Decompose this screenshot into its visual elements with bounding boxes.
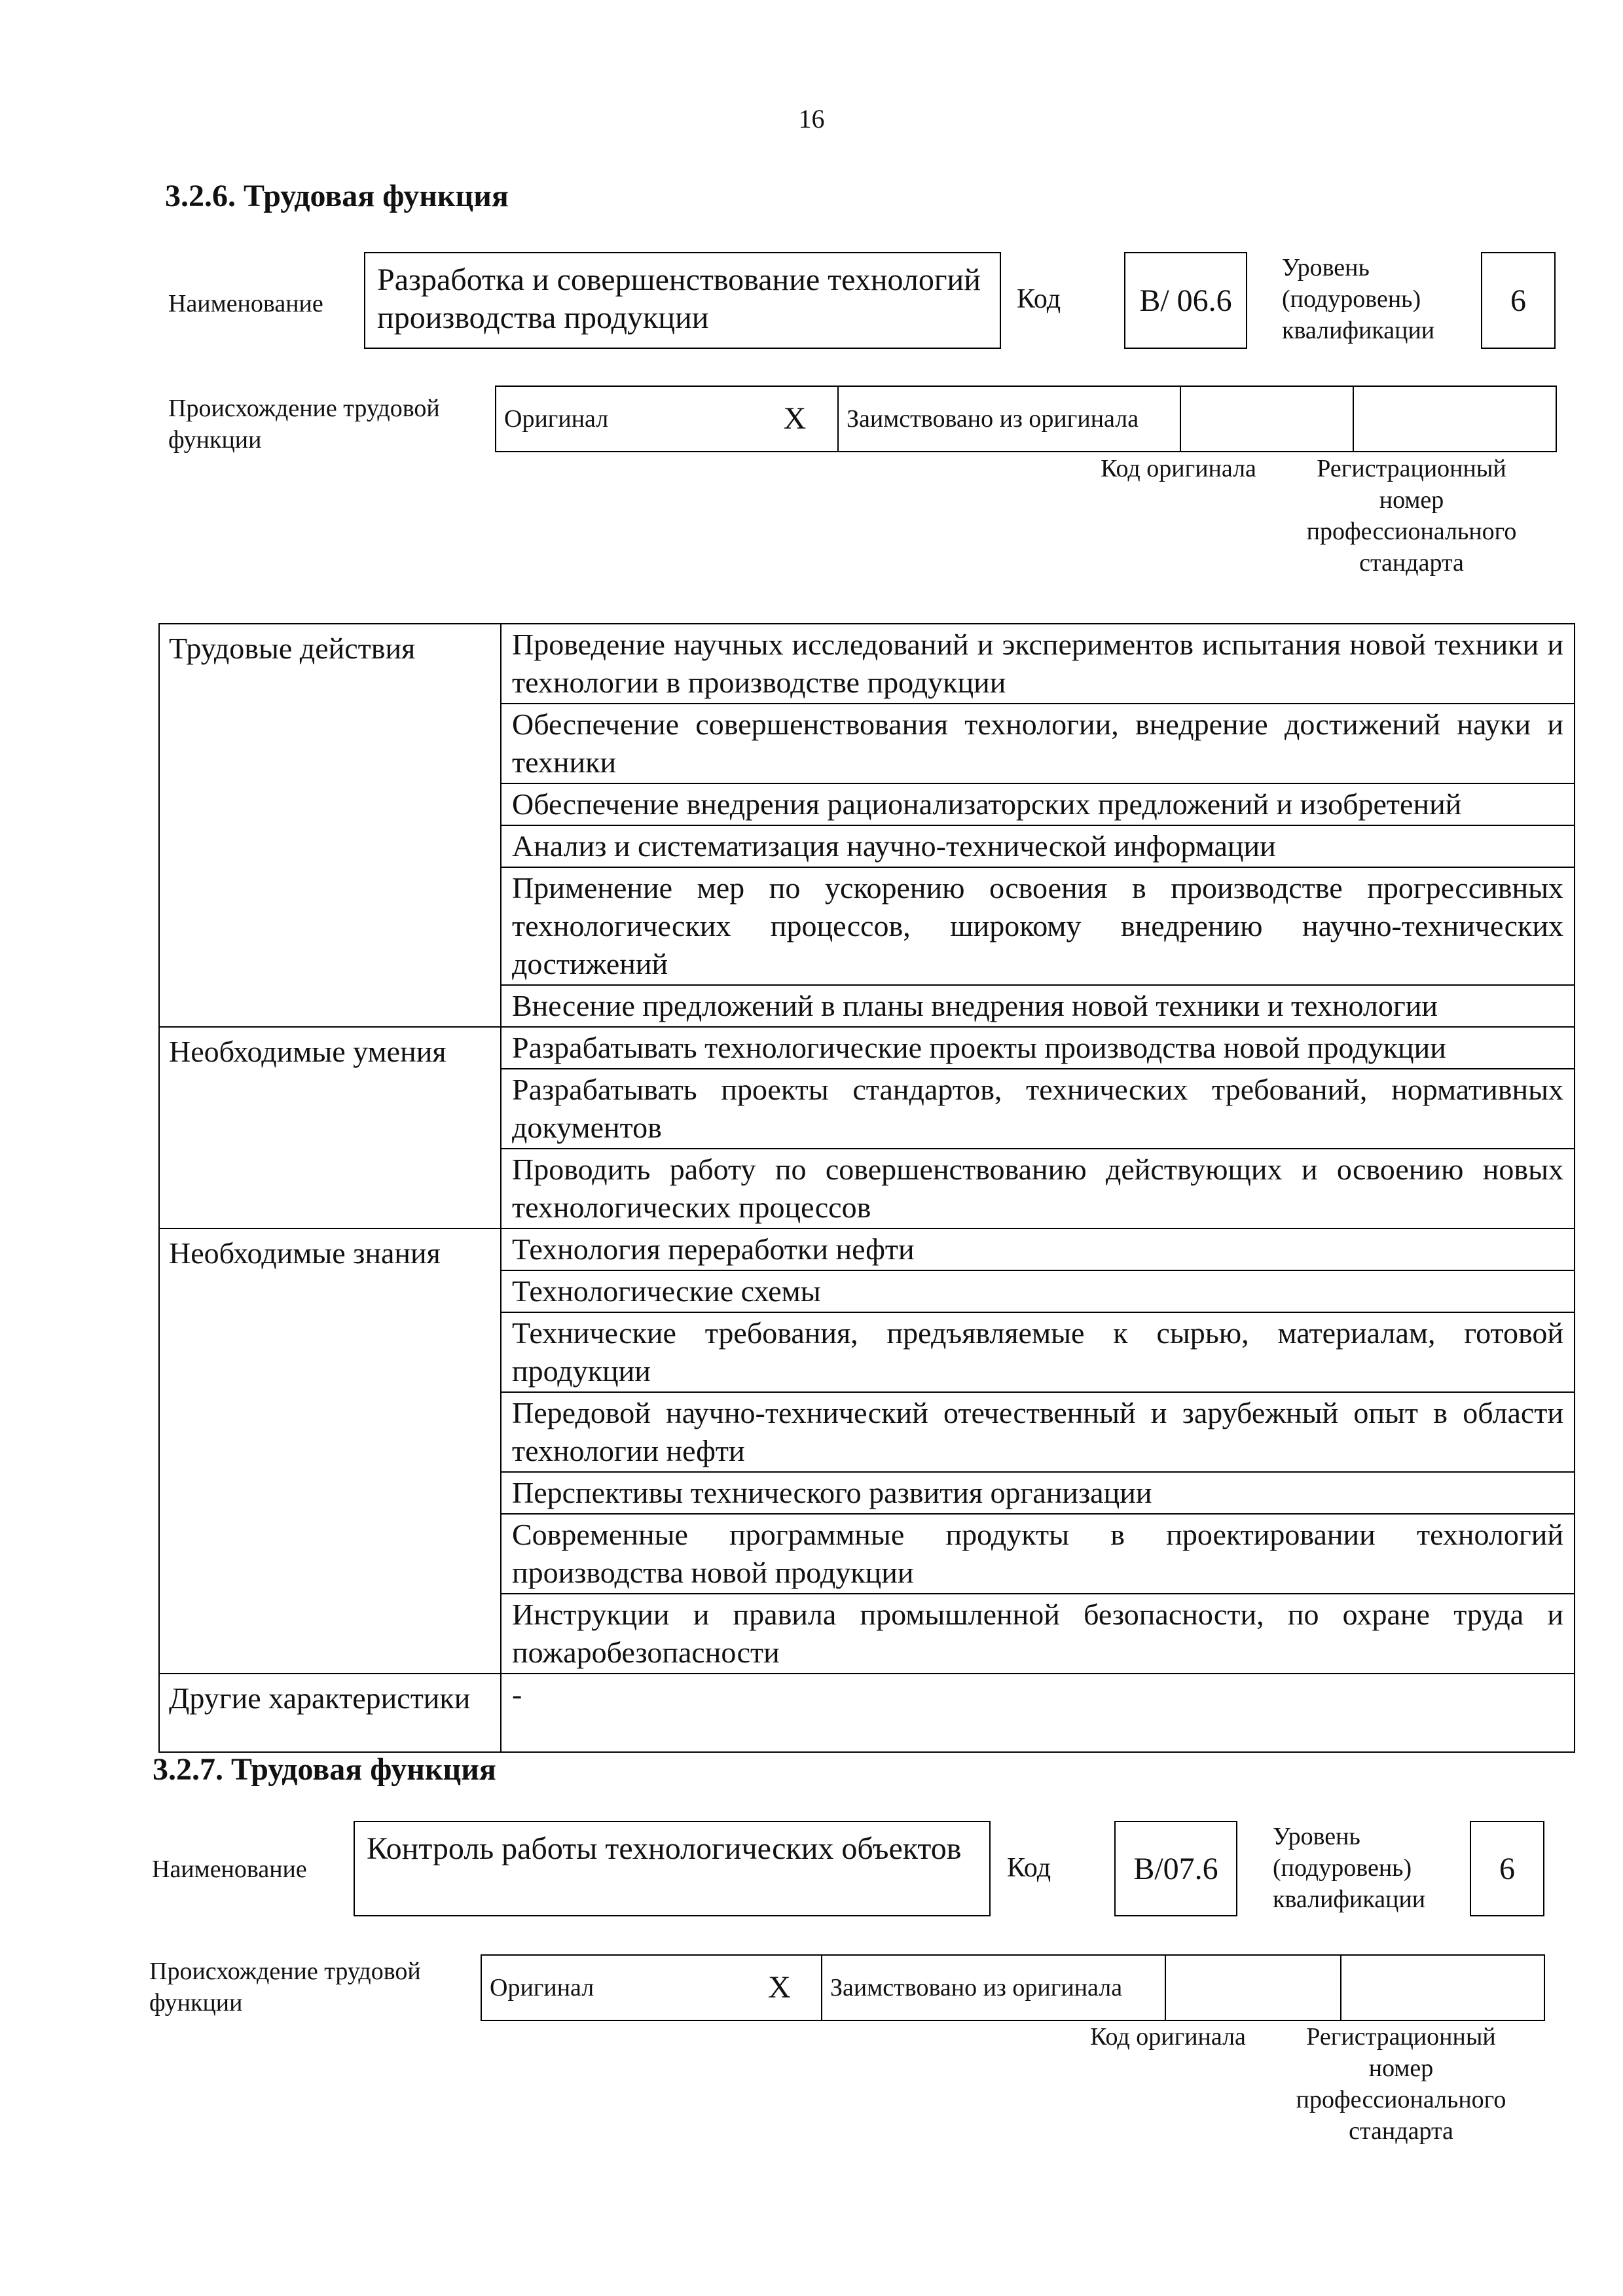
section-title-326: 3.2.6. Трудовая функция [165, 179, 509, 213]
function-name-box: Разработка и совершенствование технологий производства продукции [364, 252, 1001, 349]
page-number: 16 [798, 104, 825, 134]
original-code-cell [1180, 386, 1353, 452]
level-value-box-2: 6 [1470, 1821, 1544, 1916]
code-label-2: Код [1007, 1853, 1051, 1883]
actions-label: Трудовые действия [159, 624, 501, 1027]
action-item: Обеспечение совершенствования технологии, внедрение достижений науки и техники [501, 704, 1575, 783]
reg-number-cell [1353, 386, 1556, 452]
knowledge-item: Технологические схемы [501, 1270, 1575, 1312]
skill-item: Разрабатывать проекты стандартов, технических требований, нормативных документов [501, 1069, 1575, 1149]
table-row [159, 1229, 1575, 1270]
function-details-table [158, 623, 1575, 1753]
reg-number-caption-2: Регистрационный номер профессионального стандарта [1296, 2023, 1506, 2145]
table-row [159, 1674, 1575, 1752]
origin-label-2: Происхождение трудовой функции [149, 1958, 421, 2017]
knowledge-item: Инструкции и правила промышленной безопасности, по охране труда и пожаробезопасности [501, 1594, 1575, 1674]
borrowed-label-2: Заимствовано из оригинала [822, 1955, 1165, 2020]
original-mark-2: X [738, 1955, 822, 2020]
original-label: Оригинал [496, 386, 752, 452]
knowledge-item: Технология переработки нефти [501, 1229, 1575, 1270]
level-label: Уровень (подуровень) квалификации [1282, 254, 1435, 344]
original-code-caption: Код оригинала [1101, 455, 1256, 482]
origin-table-2 [481, 1954, 1545, 2021]
table-row [159, 624, 1575, 704]
action-item: Внесение предложений в планы внедрения новой техники и технологии [501, 985, 1575, 1027]
skill-item: Проводить работу по совершенствованию действующих и освоению новых технологических процессов [501, 1149, 1575, 1229]
knowledge-item: Технические требования, предъявляемые к сырью, материалам, готовой продукции [501, 1312, 1575, 1392]
knowledge-item: Перспективы технического развития организации [501, 1472, 1575, 1514]
level-value-box: 6 [1481, 252, 1556, 349]
borrowed-label: Заимствовано из оригинала [838, 386, 1180, 452]
other-label: Другие характеристики [159, 1674, 501, 1752]
code-label: Код [1017, 284, 1061, 314]
code-value-box-2: В/07.6 [1114, 1821, 1237, 1916]
action-item: Проведение научных исследований и экспериментов испытания новой техники и технологии в производстве продукции [501, 624, 1575, 704]
knowledge-item: Передовой научно-технический отечественный и зарубежный опыт в области технологии нефти [501, 1392, 1575, 1472]
original-code-caption-2: Код оригинала [1090, 2023, 1246, 2051]
name-label: Наименование [168, 290, 323, 317]
reg-number-caption: Регистрационный номер профессионального стандарта [1306, 455, 1517, 577]
original-mark: X [752, 386, 838, 452]
other-value: - [501, 1674, 1575, 1752]
knowledge-label: Необходимые знания [159, 1229, 501, 1674]
level-label-2: Уровень (подуровень) квалификации [1273, 1823, 1426, 1913]
knowledge-item: Современные программные продукты в проектировании технологий производства новой продукции [501, 1514, 1575, 1594]
original-label-2: Оригинал [481, 1955, 738, 2020]
function-name-box-2: Контроль работы технологических объектов [354, 1821, 991, 1916]
original-code-cell-2 [1165, 1955, 1341, 2020]
code-value-box: В/ 06.6 [1124, 252, 1247, 349]
skill-item: Разрабатывать технологические проекты производства новой продукции [501, 1027, 1575, 1069]
action-item: Применение мер по ускорению освоения в производстве прогрессивных технологических процессов, широкому внедрению научно-технических достижений [501, 867, 1575, 985]
skills-label: Необходимые умения [159, 1027, 501, 1229]
reg-number-cell-2 [1341, 1955, 1544, 2020]
action-item: Обеспечение внедрения рационализаторских предложений и изобретений [501, 783, 1575, 825]
origin-label: Происхождение трудовой функции [168, 395, 440, 454]
action-item: Анализ и систематизация научно-технической информации [501, 825, 1575, 867]
name-label-2: Наименование [152, 1856, 307, 1883]
origin-table [495, 386, 1557, 452]
table-row [159, 1027, 1575, 1069]
section-title-327: 3.2.7. Трудовая функция [153, 1752, 496, 1787]
